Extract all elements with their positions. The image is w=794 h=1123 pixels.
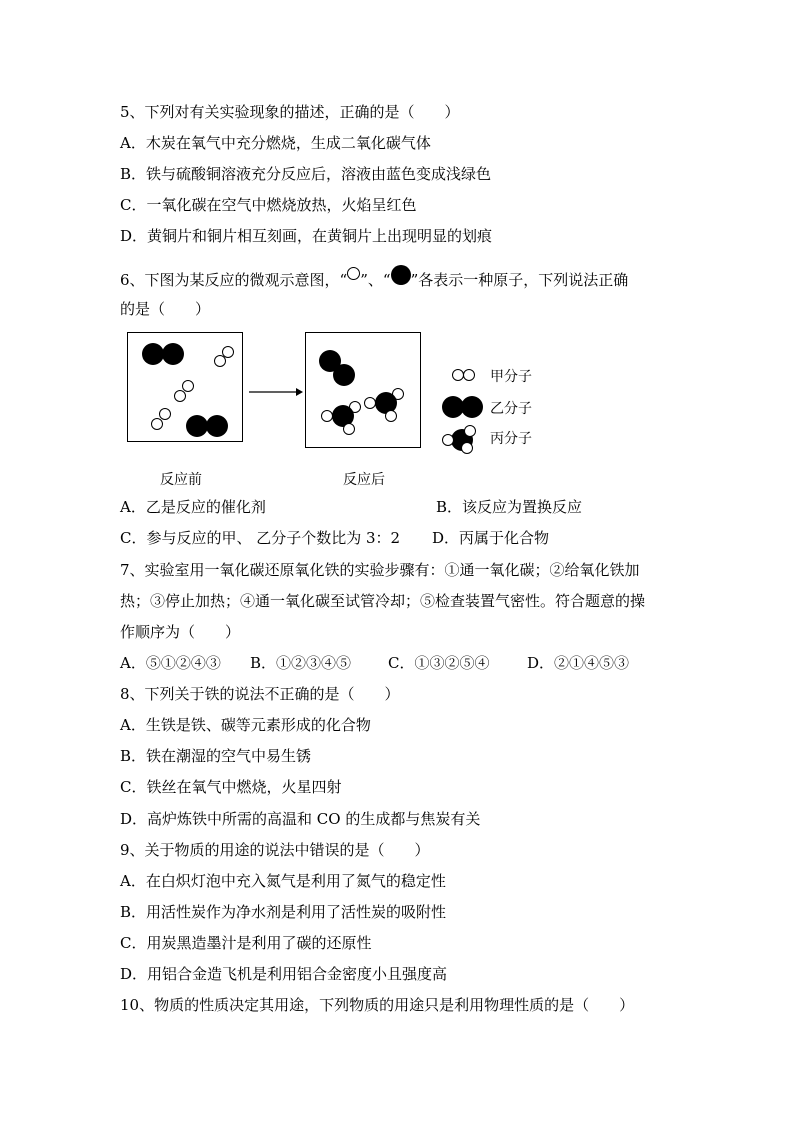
- q8-option-d: D．高炉炼铁中所需的高温和 CO 的生成都与焦炭有关: [120, 810, 481, 828]
- caption-after: 反应后: [343, 472, 385, 488]
- q5-option-a: A．木炭在氧气中充分燃烧，生成二氧化碳气体: [120, 134, 431, 152]
- q7-stem-line2: 热；③停止加热；④通一氧化碳至试管冷却；⑤检查装置气密性。符合题意的操: [120, 592, 646, 610]
- white-circle-icon: [347, 267, 360, 280]
- q9-option-a: A．在白炽灯泡中充入氮气是利用了氮气的稳定性: [120, 872, 446, 890]
- q7-option-a: A．⑤①②④③: [120, 654, 221, 672]
- q6-stem: 6、下图为某反应的微观示意图，“ ”、“ ”各表示一种原子，下列说法正确: [120, 270, 628, 291]
- black-atom: [206, 415, 228, 437]
- white-atom: [321, 410, 333, 422]
- reaction-arrow-icon: [248, 386, 304, 398]
- q5-option-b: B．铁与硫酸铜溶液充分反应后，溶液由蓝色变成浅绿色: [120, 165, 492, 183]
- q8-stem: 8、下列关于铁的说法不正确的是（ ）: [120, 685, 400, 703]
- legend-jia-label: 甲分子: [490, 369, 532, 385]
- q10-stem: 10、物质的性质决定其用途，下列物质的用途只是利用物理性质的是（ ）: [120, 996, 635, 1014]
- white-atom: [151, 418, 163, 430]
- q6-stem-line2: 的是（ ）: [120, 300, 211, 318]
- legend-bing-white-atom: [464, 425, 476, 437]
- q8-option-a: A．生铁是铁、碳等元素形成的化合物: [120, 716, 371, 734]
- black-circle-icon: [391, 265, 411, 285]
- white-atom: [214, 355, 226, 367]
- legend-bing-white-atom: [442, 434, 454, 446]
- white-atom: [174, 390, 186, 402]
- q7-option-d: D．②①④⑤③: [527, 654, 630, 672]
- white-atom: [343, 423, 355, 435]
- white-atom: [159, 408, 171, 420]
- black-atom: [186, 415, 208, 437]
- q9-option-d: D．用铝合金造飞机是利用铝合金密度小且强度高: [120, 965, 448, 983]
- q8-option-c: C．铁丝在氧气中燃烧，火星四射: [120, 778, 342, 796]
- q8-option-b: B．铁在潮湿的空气中易生锈: [120, 747, 312, 765]
- white-atom: [385, 410, 397, 422]
- black-atom: [162, 343, 184, 365]
- q7-option-c: C．①③②⑤④: [388, 654, 490, 672]
- q6-option-d: D．丙属于化合物: [432, 529, 550, 547]
- q7-stem-line3: 作顺序为（ ）: [120, 623, 241, 641]
- caption-before: 反应前: [160, 472, 202, 488]
- reaction-after-box: [305, 332, 421, 448]
- q7-option-b: B．①②③④⑤: [250, 654, 352, 672]
- black-atom: [333, 364, 355, 386]
- q9-option-c: C．用炭黑造墨汁是利用了碳的还原性: [120, 934, 372, 952]
- q9-option-b: B．用活性炭作为净水剂是利用了活性炭的吸附性: [120, 903, 447, 921]
- legend-yi-black-atom: [461, 396, 483, 418]
- q5-option-c: C．一氧化碳在空气中燃烧放热，火焰呈红色: [120, 196, 417, 214]
- black-atom: [142, 343, 164, 365]
- legend-bing-label: 丙分子: [490, 431, 532, 447]
- q9-stem: 9、关于物质的用途的说法中错误的是（ ）: [120, 841, 430, 859]
- q5-stem: 5、下列对有关实验现象的描述，正确的是（ ）: [120, 103, 460, 121]
- white-atom: [182, 380, 194, 392]
- q5-option-d: D．黄铜片和铜片相互刻画，在黄铜片上出现明显的划痕: [120, 227, 493, 245]
- q7-stem-line1: 7、实验室用一氧化碳还原氧化铁的实验步骤有：①通一氧化碳；②给氧化铁加: [120, 561, 640, 579]
- q6-option-c: C．参与反应的甲、 乙分子个数比为 3：2: [120, 529, 401, 547]
- legend-jia-white-atom: [463, 369, 475, 381]
- q6-option-b: B．该反应为置换反应: [436, 498, 583, 516]
- q6-option-a: A．乙是反应的催化剂: [120, 498, 266, 516]
- legend-bing-white-atom: [461, 442, 473, 454]
- legend-yi-label: 乙分子: [490, 401, 532, 417]
